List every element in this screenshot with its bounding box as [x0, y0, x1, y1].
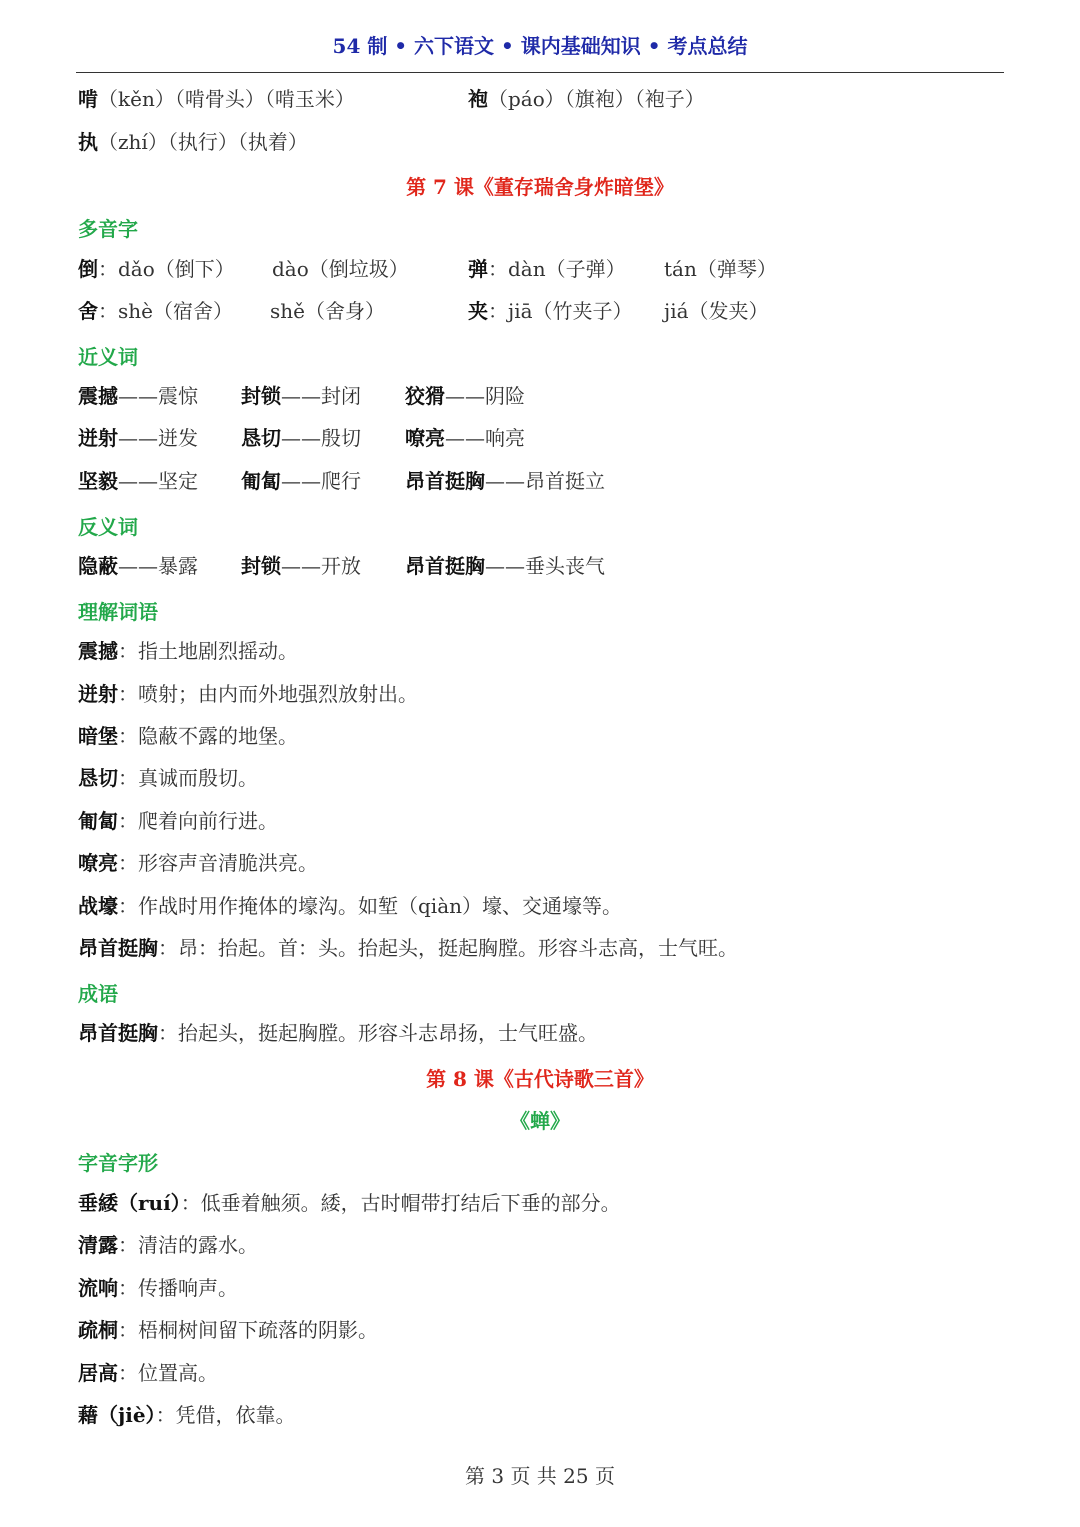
- term: 恳切: [241, 426, 281, 450]
- page-header-title: 54 制 • 六下语文 • 课内基础知识 • 考点总结: [332, 34, 748, 58]
- section-heading-synonyms: 近义词: [78, 345, 138, 369]
- polyphone-cell: [78, 256, 235, 282]
- term-detail: ：jiā（竹夹子）: [488, 299, 633, 323]
- synonym-cell: [405, 425, 525, 451]
- term: 震撼: [78, 384, 118, 408]
- synonym-cell: [78, 425, 198, 451]
- term: 嘹亮: [78, 851, 118, 875]
- definition: ：凭借，依靠。: [155, 1403, 296, 1427]
- polyphone-cell: [270, 298, 385, 324]
- term: 迸射: [78, 426, 118, 450]
- term: 啃: [78, 87, 98, 111]
- vocab-cell: [78, 129, 308, 155]
- term-detail: ——响亮: [445, 426, 525, 450]
- section-heading-chars: 字音字形: [78, 1151, 158, 1175]
- synonym-cell: [78, 468, 198, 494]
- term-detail: jiá（发夹）: [664, 299, 769, 323]
- poem-title: 《蝉》: [510, 1109, 570, 1133]
- definition: ：隐蔽不露的地堡。: [118, 724, 298, 748]
- definition-line: [78, 1020, 598, 1046]
- polyphone-cell: [664, 298, 769, 324]
- term-detail: ——封闭: [281, 384, 361, 408]
- definition: ：真诚而殷切。: [118, 766, 258, 790]
- term-detail: ——垂头丧气: [485, 554, 605, 578]
- term-detail: ：dǎo（倒下）: [98, 257, 235, 281]
- header-divider: [76, 72, 1004, 73]
- term: 封锁: [241, 554, 281, 578]
- definition-line: [78, 893, 622, 919]
- definition-line: [78, 765, 258, 791]
- definition: ：抬起头，挺起胸膛。形容斗志昂扬，士气旺盛。: [158, 1021, 598, 1045]
- term-detail: ——迸发: [118, 426, 198, 450]
- term: 昂首挺胸: [405, 469, 485, 493]
- definition-line: [78, 1232, 258, 1258]
- polyphone-cell: [78, 298, 233, 324]
- synonym-cell: [241, 383, 361, 409]
- term: 清露: [78, 1233, 118, 1257]
- term: 匍匐: [78, 809, 118, 833]
- polyphone-cell: [272, 256, 409, 282]
- section-heading-vocab: 理解词语: [78, 600, 158, 624]
- definition-line: [78, 1275, 238, 1301]
- term: 封锁: [241, 384, 281, 408]
- term: 嘹亮: [405, 426, 445, 450]
- definition: ：传播响声。: [118, 1276, 238, 1300]
- term: 倒: [78, 257, 98, 281]
- term: 疏桐: [78, 1318, 118, 1342]
- definition: ：清洁的露水。: [118, 1233, 258, 1257]
- term: 流响: [78, 1276, 118, 1300]
- definition: ：梧桐树间留下疏落的阴影。: [118, 1318, 378, 1342]
- definition-line: [78, 1190, 621, 1216]
- definition-line: [78, 638, 298, 664]
- term: 昂首挺胸: [78, 1021, 158, 1045]
- term: 执: [78, 130, 98, 154]
- antonym-cell: [78, 553, 198, 579]
- polyphone-cell: [468, 256, 626, 282]
- term-detail: ——阴险: [445, 384, 525, 408]
- definition-line: [78, 850, 318, 876]
- definition-line: [78, 808, 278, 834]
- term-detail: （páo）（旗袍）（袍子）: [488, 87, 705, 111]
- term: 暗堡: [78, 724, 118, 748]
- section-heading-antonyms: 反义词: [78, 515, 138, 539]
- definition-line: [78, 1360, 218, 1386]
- term-detail: ——暴露: [118, 554, 198, 578]
- term: 坚毅: [78, 469, 118, 493]
- vocab-cell: [468, 86, 705, 112]
- term-detail: （zhí）（执行）（执着）: [98, 130, 308, 154]
- synonym-cell: [241, 425, 361, 451]
- term-detail: ——昂首挺立: [485, 469, 605, 493]
- term: 弹: [468, 257, 488, 281]
- definition-line: [78, 1317, 378, 1343]
- term: 迸射: [78, 682, 118, 706]
- page-number: 第 3 页 共 25 页: [465, 1464, 615, 1488]
- term: 居高: [78, 1361, 118, 1385]
- term: 震撼: [78, 639, 118, 663]
- term-detail: （kěn）（啃骨头）（啃玉米）: [98, 87, 355, 111]
- definition: ：作战时用作掩体的壕沟。如堑（qiàn）壕、交通壕等。: [118, 894, 623, 918]
- lesson-title: 第 7 课《董存瑞舍身炸暗堡》: [406, 175, 674, 199]
- term: 匍匐: [241, 469, 281, 493]
- term: 夹: [468, 299, 488, 323]
- term: 藉（jiè）: [78, 1403, 156, 1427]
- term-detail: ——开放: [281, 554, 361, 578]
- term-detail: ：shè（宿舍）: [98, 299, 233, 323]
- synonym-cell: [78, 383, 198, 409]
- definition-line: [78, 681, 418, 707]
- antonym-cell: [405, 553, 605, 579]
- definition: ：爬着向前行进。: [118, 809, 278, 833]
- term: 昂首挺胸: [405, 554, 485, 578]
- term: 舍: [78, 299, 98, 323]
- term: 恳切: [78, 766, 118, 790]
- term-detail: ——殷切: [281, 426, 361, 450]
- section-heading-idioms: 成语: [78, 982, 118, 1006]
- definition: ：指土地剧烈摇动。: [118, 639, 298, 663]
- polyphone-cell: [468, 298, 633, 324]
- term: 隐蔽: [78, 554, 118, 578]
- antonym-cell: [241, 553, 361, 579]
- definition: ：昂：抬起。首：头。抬起头，挺起胸膛。形容斗志高，士气旺。: [158, 936, 738, 960]
- term-detail: dào（倒垃圾）: [272, 257, 409, 281]
- definition: ：喷射；由内而外地强烈放射出。: [118, 682, 418, 706]
- definition-line: [78, 935, 738, 961]
- term: 袍: [468, 87, 488, 111]
- term-detail: tán（弹琴）: [664, 257, 777, 281]
- synonym-cell: [405, 383, 525, 409]
- term: 垂緌（ruí）: [78, 1191, 181, 1215]
- term: 战壕: [78, 894, 118, 918]
- term: 狡猾: [405, 384, 445, 408]
- definition: ：低垂着触须。緌，古时帽带打结后下垂的部分。: [180, 1191, 621, 1215]
- section-heading-polyphone: 多音字: [78, 217, 138, 241]
- vocab-cell: [78, 86, 355, 112]
- term-detail: ：dàn（子弹）: [488, 257, 626, 281]
- definition-line: [78, 723, 298, 749]
- definition: ：位置高。: [118, 1361, 218, 1385]
- definition-line: [78, 1402, 296, 1428]
- term-detail: shě（舍身）: [270, 299, 385, 323]
- term-detail: ——震惊: [118, 384, 198, 408]
- polyphone-cell: [664, 256, 777, 282]
- synonym-cell: [241, 468, 361, 494]
- term-detail: ——爬行: [281, 469, 361, 493]
- synonym-cell: [405, 468, 605, 494]
- definition: ：形容声音清脆洪亮。: [118, 851, 318, 875]
- term-detail: ——坚定: [118, 469, 198, 493]
- lesson-title: 第 8 课《古代诗歌三首》: [426, 1067, 654, 1091]
- term: 昂首挺胸: [78, 936, 158, 960]
